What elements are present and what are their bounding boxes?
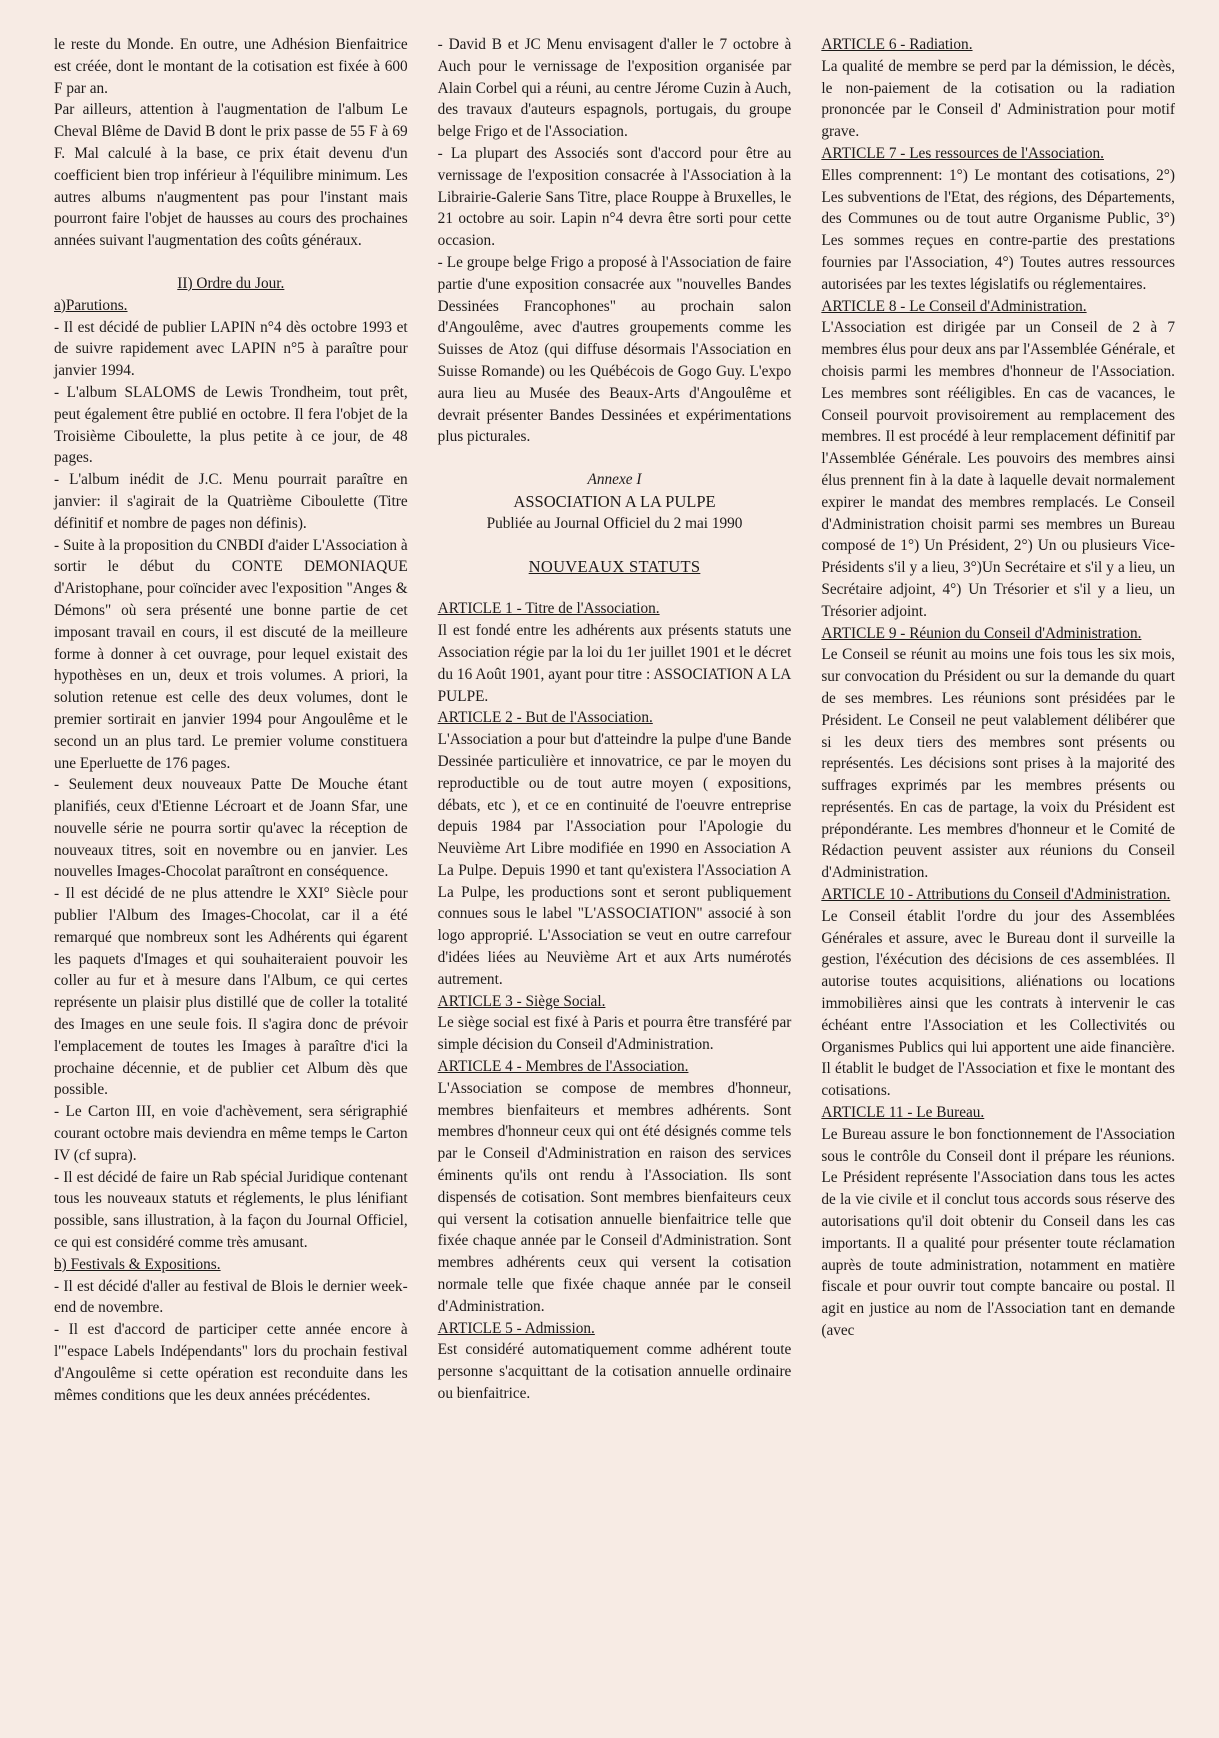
article-title: ARTICLE 4 - Membres de l'Association.	[437, 1058, 689, 1076]
statutes-heading: NOUVEAUX STATUTS	[528, 556, 701, 576]
list-item: - Il est décidé de ne plus attendre le XXI° Siècle pour publier l'Album des Images-Chocolat, car il a été remarqué que nombreux sont les Adhérents qui égarent les paquets d'Images et qui souhaiteraient pouvoir les coller au fur et à mesure dans l'Album, ce qui certes représente un plaisir plus distillé que de coller la totalité des Images en une seule fois. Il s'agira donc de prévoir l'emplacement de toutes les Images à paraître d'ici la prochaine décennie, et de publier cet Album dès que possible.	[54, 885, 408, 1099]
list-item: - Seulement deux nouveaux Patte De Mouche étant planifiés, ceux d'Etienne Lécroart et de Joann Sfar, une nouvelle série ne pourra sortir qu'avec la réception de nouveaux titres, soit en novembre ou en janvier. Les nouvelles Images-Chocolat paraîtront en conséquence.	[54, 776, 408, 881]
article-title: ARTICLE 10 - Attributions du Conseil d'Administration.	[821, 886, 1171, 904]
column-1	[54, 34, 408, 1738]
paragraph: le reste du Monde. En outre, une Adhésion Bienfaitrice est créée, dont le montant de la cotisation est fixée à 600 F par an.	[54, 36, 408, 97]
list-item: - Il est décidé de publier LAPIN n°4 dès octobre 1993 et de suivre rapidement avec LAPIN n°5 à paraître pour janvier 1994.	[54, 318, 408, 380]
article-text: L'Association est dirigée par un Conseil de 2 à 7 membres élus pour deux ans par l'Assemblée Générale, et choisis parmi les membres d'honneur de l'Association. Les membres sont rééligibles. En cas de vacances, le Conseil pourvoit provisoirement au remplacement des membres. Il est procédé à leur remplacement définitif par l'Assemblée Générale. Les pouvoirs des membres ainsi élus prennent fin à la date à laquelle devait normalement expirer le mandat des membres remplacés. Le Conseil d'Administration choisit parmi ses membres un Bureau composé de 1°) Un Président, 2°) Un ou plusieurs Vice-Présidents s'il y a lieu, 3°)Un Secrétaire et s'il y a lieu, un Secrétaire adjoint, 4°) Un Trésorier et s'il y a lieu, un Trésorier adjoint.	[821, 319, 1176, 620]
list-item: - La plupart des Associés sont d'accord pour être au vernissage de l'exposition consacrée à l'Association à la Librairie-Galerie Sans Titre, place Rouppe à Bruxelles, le 21 octobre au soir. Lapin n°4 devra être sorti pour cette occasion.	[437, 144, 792, 250]
article-title: ARTICLE 7 - Les ressources de l'Association.	[821, 144, 1104, 162]
annex-label: Annexe I	[587, 471, 642, 489]
list-item: - Il est décidé d'aller au festival de Blois le dernier week-end de novembre.	[54, 1277, 408, 1317]
list-item: - Suite à la proposition du CNBDI d'aider L'Association à sortir le début du CONTE DEMONIAQUE d'Aristophane, pour coïncider avec l'exposition "Anges & Démons" où sera présenté une bonne partie de cet imposant travail en cours, il est discuté de la meilleure forme à donner à cet ouvrage, pour lequel existait des hypothèses en un, deux et trois volumes. A priori, la solution retenue est celle des deux volumes, dont le premier sortirait en janvier 1994 pour Angoulême et le second un an plus tard. Le premier volume constituera une Eperluette de 176 pages.	[54, 536, 408, 772]
article-title: ARTICLE 2 - But de l'Association.	[437, 709, 653, 727]
subsection-heading: b) Festivals & Expositions.	[54, 1255, 221, 1273]
article-text: Le Conseil se réunit au moins une fois tous les six mois, sur convocation du Président ou sur la demande du quart de ses membres. Les réunions sont présidées par le Président. Le Conseil ne peut valablement délibérer que si les deux tiers des membres sont présents ou représentés. Les décisions sont prises à la majorité des suffrages exprimés par les membres présents ou représentés. En cas de partage, la voix du Président est prépondérante. Les membres d'honneur et le Comité de Rédaction peuvent assister aux réunions du Conseil d'Administration.	[821, 646, 1176, 882]
list-item: - Le groupe belge Frigo a proposé à l'Association de faire partie d'une exposition consacrée aux "nouvelles Bandes Dessinées Francophones" au prochain salon d'Angoulême, avec d'autres groupements comme les Suisses de Atoz (qui diffuse désormais l'Association en Suisse Romande) ou les Québécois de Gogo Guy. L'expo aura lieu au Musée des Beaux-Arts d'Angoulême et devrait présenter Bandes Dessinées et expérimentations plus picturales.	[437, 253, 792, 446]
article-title: ARTICLE 5 - Admission.	[437, 1319, 595, 1337]
article-text: L'Association a pour but d'atteindre la pulpe d'une Bande Dessinée particulière et innovatrice, ce par le moyen du reproductible ou de tout autre moyen ( expositions, débats, etc ), et ce en continuité de l'oeuvre entreprise depuis 1984 par l'Association pour l'Apologie du Neuvième Art Libre modifiée en 1990 en Association A La Pulpe. Depuis 1990 et tant qu'existera l'Association A La Pulpe, les productions sont et seront publiquement connues sous le label "L'ASSOCIATION" associé à son logo approprié. L'Association se veut en outre carrefour d'idées liées au Neuvième Art et aux Arts numérotés autrement.	[437, 731, 792, 988]
list-item: - Il est décidé de faire un Rab spécial Juridique contenant tous les nouveaux statuts et réglements, le plus lénifiant possible, sans illustration, à la façon du Journal Officiel, ce qui est considéré comme très amusant.	[54, 1168, 408, 1252]
article-text: L'Association se compose de membres d'honneur, membres bienfaiteurs et membres adhérents. Sont membres d'honneur ceux qui ont été désignés comme tels par le Conseil d'Administration en raison des services éminents qu'ils ont rendu à l'Association. Ils sont dispensés de cotisation. Sont membres bienfaiteurs ceux qui versent la cotisation annuelle bienfaitrice telle que fixée chaque année par le Conseil d'Administration. Sont membres adhérents ceux qui versent la cotisation normale telle que fixée chaque année par le conseil d'Administration.	[437, 1079, 792, 1315]
subsection-heading: a)Parutions.	[54, 296, 128, 314]
association-title: ASSOCIATION A LA PULPE	[513, 491, 716, 511]
article-text: Il est fondé entre les adhérents aux présents statuts une Association régie par la loi du 1er juillet 1901 et le décret du 16 Août 1901, ayant pour titre : ASSOCIATION A LA PULPE.	[437, 622, 792, 705]
article-text: Elles comprennent: 1°) Le montant des cotisations, 2°) Les subventions de l'Etat, des régions, des Départements, des Communes ou de tout autre Organisme Public, 3°) Les sommes reçues en contre-partie des prestations fournies par l'Association, 4°) Toutes autres ressources autorisées par les textes législatifs ou réglementaires.	[821, 166, 1176, 293]
article-title: ARTICLE 3 - Siège Social.	[437, 992, 606, 1010]
article-text: Le Bureau assure le bon fonctionnement de l'Association sous le contrôle du Conseil dont il prépare les réunions. Le Président représente l'Association dans tous les actes de la vie civile et il conclut tous accords sous réserve des autorisations qu'il doit obtenir du Conseil dans les cas importants. Il a qualité pour présenter toute réclamation auprès de toute administration, notamment en matière fiscale et pour ouvrir tout compte bancaire ou postal. Il agit en justice au nom de l'Association tant en demande (avec	[821, 1125, 1176, 1340]
article-text: Le siège social est fixé à Paris et pourra être transféré par simple décision du Conseil d'Administration.	[437, 1014, 792, 1054]
list-item: - L'album inédit de J.C. Menu pourrait paraître en janvier: il s'agirait de la Quatrième Ciboulette (Titre définitif et nombre de pages non définis).	[54, 471, 408, 532]
article-text: Le Conseil établit l'ordre du jour des Assemblées Générales et assure, avec le Bureau dont il surveille la gestion, l'éxécution des décisions de ces assemblées. Il autorise toutes acquisitions, aliénations ou locations immobilières ainsi que les contrats à intervenir le cas échéant entre l'Association et les Collectivités ou Organismes Publics qui lui apportent une aide financière. Il établit le budget de l'Association et fixe le montant des cotisations.	[821, 907, 1176, 1100]
column-2	[438, 34, 792, 1738]
column-3	[821, 34, 1175, 1738]
publication-note: Publiée au Journal Officiel du 2 mai 1990	[486, 514, 743, 532]
article-title: ARTICLE 8 - Le Conseil d'Administration.	[821, 297, 1087, 315]
article-text: Est considéré automatiquement comme adhérent toute personne s'acquittant de la cotisation annuelle ordinaire ou bienfaitrice.	[437, 1341, 792, 1403]
list-item: - David B et JC Menu envisagent d'aller le 7 octobre à Auch pour le vernissage de l'exposition organisée par Alain Corbel qui a réuni, au centre Jérome Cuzin à Auch, des travaux d'auteurs espagnols, portugais, du groupe belge Frigo et de l'Association.	[437, 36, 792, 141]
article-title: ARTICLE 11 - Le Bureau.	[821, 1104, 985, 1122]
list-item: - L'album SLALOMS de Lewis Trondheim, tout prêt, peut également être publié en octobre. Il fera l'objet de la Troisième Ciboulette, la plus petite à ce jour, de 48 pages.	[54, 383, 408, 467]
article-text: La qualité de membre se perd par la démission, le décès, le non-paiement de la cotisation ou la radiation prononcée par le Conseil d' Administration pour motif grave.	[821, 57, 1176, 141]
article-title: ARTICLE 1 - Titre de l'Association.	[437, 600, 660, 618]
article-title: ARTICLE 6 - Radiation.	[821, 36, 973, 53]
article-title: ARTICLE 9 - Réunion du Conseil d'Administration.	[821, 624, 1142, 642]
list-item: - Il est d'accord de participer cette année encore à l'"espace Labels Indépendants" lors du prochain festival d'Angoulême si cette opération est reconduite dans les mêmes conditions que les deux années précédentes.	[54, 1321, 408, 1404]
list-item: - Le Carton III, en voie d'achèvement, sera sérigraphié courant octobre mais deviendra en même temps le Carton IV (cf supra).	[54, 1103, 408, 1164]
section-heading: II) Ordre du Jour.	[177, 274, 285, 292]
paragraph: Par ailleurs, attention à l'augmentation de l'album Le Cheval Blême de David B dont le prix passe de 55 F à 69 F. Mal calculé à la base, ce prix était devenu d'un coefficient bien trop inférieur à l'équilibre minimum. Les autres albums n'augmentent pas pour l'instant mais pourront faire l'objet de hausses au cours des prochaines années suivant l'augmentation des coûts généraux.	[54, 101, 408, 250]
